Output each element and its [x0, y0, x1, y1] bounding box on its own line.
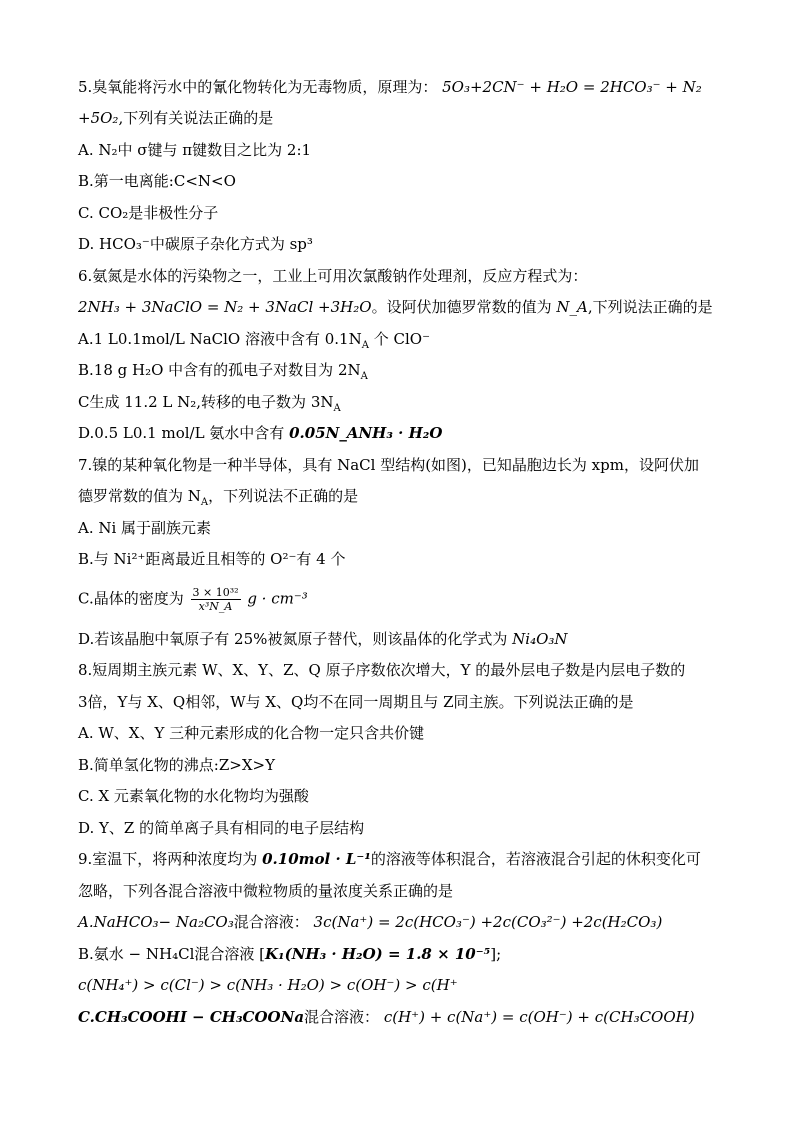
q7-stem-line1: 7.镍的某种氧化物是一种半导体，具有 NaCl 型结构(如图)，已知晶胞边长为 xpm，设阿伏加	[78, 456, 699, 474]
q5-equation-tail: +5O₂	[78, 109, 119, 127]
q5-stem-line2	[78, 107, 273, 129]
q7-stem-line2	[78, 485, 358, 514]
q9-option-a	[78, 911, 662, 933]
q8-stem-line2: 3倍，Y与 X、Q相邻，W与 X、Q均不在同一周期且与 Z同主族。下列说法正确的是	[78, 693, 634, 711]
q7-question: ，下列说法不正确的是	[208, 487, 359, 505]
q7-stem-text: 德罗常数的值为 N	[78, 487, 201, 505]
q7-density-unit: g · cm⁻³	[247, 589, 308, 608]
q8-option-a: A. W、X、Y 三种元素形成的化合物一定只含共价键	[78, 724, 425, 742]
q9-option-b-label: B.氨水 − NH₄Cl	[78, 945, 195, 963]
q7-fraction-numerator: 3 × 10³²	[192, 586, 239, 599]
q7-option-d-text: D.若该晶胞中氧原子有 25%被氮原子替代，则该晶体的化学式为	[78, 630, 508, 648]
q8-option-d: D. Y、Z 的简单离子具有相同的电子层结构	[78, 819, 365, 837]
q6-option-c	[78, 391, 341, 420]
q5-option-b: B.第一电离能:C<N<O	[78, 172, 236, 190]
q7-option-b: B.与 Ni²⁺距离最近且相等的 O²⁻有 4 个	[78, 550, 346, 568]
q7-option-c-text: C.晶体的密度为	[78, 589, 184, 608]
q9-option-b-constant: K₁(NH₃ · H₂O) = 1.8 × 10⁻⁵	[265, 945, 491, 963]
q6-option-a	[78, 328, 430, 357]
q6-option-d-text: D.0.5 L0.1 mol/L 氨水中含有	[78, 424, 285, 442]
q9-option-b-line1	[78, 943, 501, 965]
q5-option-d: D. HCO₃⁻中碳原子杂化方式为 sp³	[78, 235, 313, 253]
q7-option-d	[78, 628, 568, 650]
q5-option-a: A. N₂中 σ键与 π键数目之比为 2:1	[78, 141, 312, 159]
q7-option-c	[78, 586, 308, 613]
q5-stem-line1	[78, 76, 702, 98]
q6-question: ,下列说法正确的是	[587, 298, 713, 316]
q9-option-b-equation: c(NH₄⁺) > c(Cl⁻) > c(NH₃ · H₂O) > c(OH⁻) > c(H⁺	[78, 976, 458, 994]
q5-question: ,下列有关说法正确的是	[118, 109, 274, 127]
q6-stem-line2	[78, 296, 713, 318]
q9-option-c-label: C.CH₃COOHI − CH₃COONa	[78, 1008, 305, 1026]
q6-option-a-text: A.1 L0.1mol/L NaClO 溶液中含有 0.1N	[78, 330, 362, 348]
q7-option-d-formula: Ni₄O₃N	[512, 630, 568, 648]
q5-option-c: C. CO₂是非极性分子	[78, 204, 219, 222]
q7-fraction-denominator: x³N_A	[198, 600, 233, 613]
q9-option-b-mid: 混合溶液 [	[194, 945, 266, 963]
q8-stem-line1: 8.短周期主族元素 W、X、Y、Z、Q 原子序数依次增大，Y 的最外层电子数是内层电子数的	[78, 661, 686, 679]
q9-stem-text-2: 的溶液等体积混合，若溶液混合引起的休积变化可	[370, 850, 701, 868]
q7-density-fraction	[191, 586, 241, 613]
q7-option-a: A. Ni 属于副族元素	[78, 519, 212, 537]
q9-stem-text: 9.室温下，将两种浓度均为	[78, 850, 258, 868]
q6-equation: 2NH₃ + 3NaClO = N₂ + 3NaCl +3H₂O	[78, 298, 372, 316]
q9-concentration: 0.10mol · L⁻¹	[262, 850, 371, 868]
q9-option-b-line2	[78, 974, 458, 996]
q9-option-c-mid: 混合溶液：	[304, 1008, 380, 1026]
q6-option-b-text: B.18 g H₂O 中含有的孤电子对数目为 2N	[78, 361, 361, 379]
q6-option-c-text: C生成 11.2 L N₂,转移的电子数为 3N	[78, 393, 334, 411]
q6-option-b	[78, 359, 368, 388]
q9-option-c-equation: c(H⁺) + c(Na⁺) = c(OH⁻) + c(CH₃COOH)	[383, 1008, 695, 1026]
q6-option-a-sub: A	[361, 340, 369, 351]
q9-option-a-label: A.NaHCO₃− Na₂CO₃	[78, 913, 234, 931]
q9-option-a-mid: 混合溶液：	[233, 913, 309, 931]
q6-avogadro-symbol: N_A	[556, 298, 588, 316]
q6-stem-line1: 6.氨氮是水体的污染物之一，工业上可用次氯酸钠作处理剂，反应方程式为：	[78, 267, 588, 285]
q6-option-a-tail: 个 ClO⁻	[373, 330, 431, 348]
q6-option-c-sub: A	[333, 403, 341, 414]
q8-option-c: C. X 元素氧化物的水化物均为强酸	[78, 787, 309, 805]
q5-stem-text: 5.臭氧能将污水中的氰化物转化为无毒物质，原理为：	[78, 78, 438, 96]
q9-stem-line1	[78, 848, 701, 870]
q9-option-b-tail: ];	[490, 945, 502, 963]
q6-option-b-sub: A	[360, 371, 368, 382]
q7-stem-sub: A	[200, 497, 209, 508]
q9-option-c	[78, 1006, 695, 1028]
q8-option-b: B.简单氢化物的沸点:Z>X>Y	[78, 756, 275, 774]
q6-option-d	[78, 422, 442, 444]
q6-stem-text: 。设阿伏加德罗常数的值为	[371, 298, 552, 316]
q9-option-a-equation: 3c(Na⁺) = 2c(HCO₃⁻) +2c(CO₃²⁻) +2c(H₂CO₃)	[313, 913, 663, 931]
q9-stem-line2: 忽略，下列各混合溶液中微粒物质的量浓度关系正确的是	[78, 882, 454, 900]
q5-equation: 5O₃+2CN⁻ + H₂O = 2HCO₃⁻ + N₂	[442, 78, 702, 96]
q6-option-d-formula: 0.05N_ANH₃ · H₂O	[289, 424, 443, 442]
